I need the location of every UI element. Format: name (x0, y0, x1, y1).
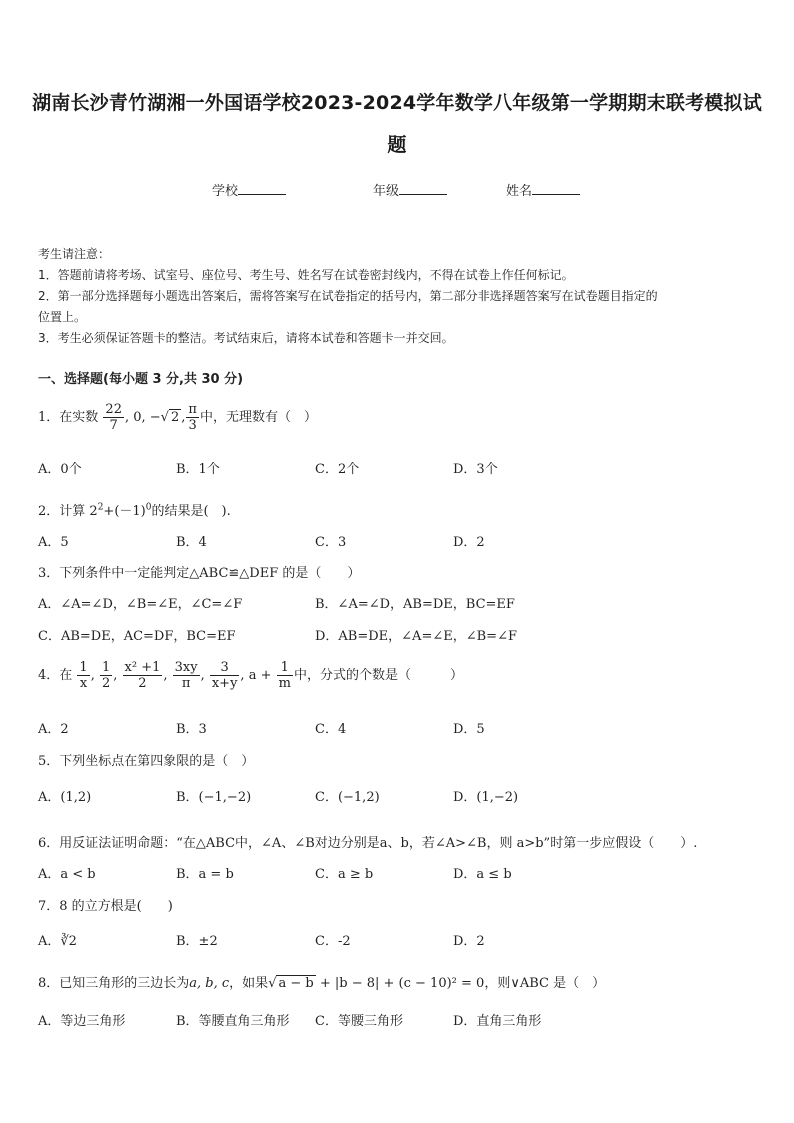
q7-option-d[interactable]: D．2 (453, 934, 485, 949)
notice-item-3: 3．考生必须保证答题卡的整洁。考试结束后，请将本试卷和答题卡一并交回。 (38, 331, 454, 345)
q3-option-a[interactable]: A．∠A=∠D，∠B=∠E，∠C=∠F (38, 597, 243, 612)
question-7: 7．8 的立方根是( ) (38, 899, 173, 914)
q6-option-c[interactable]: C．a ≥ b (315, 867, 374, 882)
name-blank (532, 182, 580, 195)
question-8: 8．已知三角形的三边长为a, b, c，如果√ a − b + |b − 8| + (c − 10)² = 0，则∨ABC 是（ ） (38, 976, 606, 991)
school-blank (238, 182, 286, 195)
q7-option-c[interactable]: C．-2 (315, 934, 351, 949)
q1-option-a[interactable]: A．0个 (38, 462, 82, 477)
q1-prefix: 1．在实数 (38, 410, 99, 425)
q4-fraction-3: $\frac{\text{x² +1}}{2}$ (124, 660, 161, 691)
q4-option-c[interactable]: C．4 (315, 722, 347, 737)
q1-option-b[interactable]: B．1个 (176, 462, 220, 477)
question-3: 3．下列条件中一定能判定△ABC≌△DEF 的是（ ） (38, 566, 361, 581)
section-heading-choice: 一、选择题(每小题 3 分,共 30 分) (38, 372, 244, 387)
q2-option-c[interactable]: C．3 (315, 535, 347, 550)
q5-option-b[interactable]: B．(−1,−2) (176, 790, 252, 805)
q7-option-b[interactable]: B．±2 (176, 934, 218, 949)
q4-fraction-1: $\frac{1}{x}$ (79, 660, 88, 691)
q6-option-d[interactable]: D．a ≤ b (453, 867, 512, 882)
q4-option-a[interactable]: A．2 (38, 722, 69, 737)
q8-sqrt-expression: a − b (278, 976, 314, 991)
q1-fraction-22-7: $\frac{22}{7}$ (105, 402, 122, 433)
notice-item-1: 1．答题前请将考场、试室号、座位号、考生号、姓名写在试卷密封线内，不得在试卷上作任何标记。 (38, 268, 574, 282)
q5-option-a[interactable]: A．(1,2) (38, 790, 92, 805)
q4-fraction-2: $\frac{1}{2}$ (101, 660, 111, 691)
exam-title-line1: 湖南长沙青竹湖湘一外国语学校2023-2024学年数学八年级第一学期期末联考模拟试 (32, 92, 762, 114)
q2-option-a[interactable]: A．5 (38, 535, 69, 550)
question-1: 1．在实数 $\frac{22}{7}$ , 0, −√ 2 , $\frac{\pi}{3}$ 中，无理数有（ ） (38, 402, 317, 433)
q3-option-b[interactable]: B．∠A=∠D，AB=DE，BC=EF (315, 597, 515, 612)
q1-suffix: 中，无理数有（ ） (199, 410, 317, 425)
q4-fraction-6: $\frac{1}{m}$ (278, 660, 291, 691)
q3-option-c[interactable]: C．AB=DE，AC=DF，BC=EF (38, 629, 236, 644)
grade-label: 年级 (373, 184, 400, 199)
question-6: 6．用反证法证明命题：“在△ABC中，∠A、∠B对边分别是a、b，若∠A>∠B，则 a>b”时第一步应假设（ ）. (38, 836, 698, 851)
q1-mid: , 0, − (124, 410, 161, 425)
q8-option-b[interactable]: B．等腰直角三角形 (176, 1014, 290, 1029)
q1-option-d[interactable]: D．3个 (453, 462, 498, 477)
notice-block (38, 244, 762, 349)
school-field (212, 180, 286, 199)
q1-sqrt-value: 2 (170, 410, 180, 425)
school-label: 学校 (212, 184, 239, 199)
q1-fraction-pi-3: $\frac{\pi}{3}$ (188, 402, 197, 433)
q2-option-d[interactable]: D．2 (453, 535, 485, 550)
notice-item-2b: 位置上。 (38, 310, 87, 324)
q3-option-d[interactable]: D．AB=DE，∠A=∠E，∠B=∠F (315, 629, 517, 644)
q5-option-d[interactable]: D．(1,−2) (453, 790, 519, 805)
grade-field (373, 180, 447, 199)
q1-option-c[interactable]: C．2个 (315, 462, 360, 477)
sqrt-icon: √ (160, 410, 169, 425)
q6-option-b[interactable]: B．a = b (176, 867, 234, 882)
q4-option-d[interactable]: D．5 (453, 722, 485, 737)
name-label: 姓名 (506, 184, 533, 199)
sqrt-icon: √ (268, 976, 277, 991)
q8-option-c[interactable]: C．等腰三角形 (315, 1014, 403, 1029)
q5-option-c[interactable]: C．(−1,2) (315, 790, 380, 805)
q4-fraction-5: $\frac{3}{x+y}$ (211, 660, 238, 691)
notice-heading: 考生请注意： (38, 247, 111, 261)
question-4: 4．在 $\frac{1}{x}$ , $\frac{1}{2}$ , $\frac{\text{x² +1}}{2}$ , $\frac{3xy}{\pi}$ , $\frac{3}{x+y}$ , a + $\frac{1}{m}$ 中，分式的个数是（ ） (38, 660, 463, 691)
q8-option-a[interactable]: A．等边三角形 (38, 1014, 126, 1029)
grade-blank (399, 182, 447, 195)
question-5: 5．下列坐标点在第四象限的是（ ） (38, 754, 255, 769)
q4-fraction-4: $\frac{3xy}{\pi}$ (174, 660, 198, 691)
q8-variables: a, b, c (189, 976, 230, 991)
q4-option-b[interactable]: B．3 (176, 722, 207, 737)
q8-equation: + |b − 8| + (c − 10)² = 0 (319, 976, 485, 991)
notice-item-2a: 2．第一部分选择题每小题选出答案后，需将答案写在试卷指定的括号内，第二部分非选择题答案写在试卷题目指定的 (38, 289, 658, 303)
q8-option-d[interactable]: D．直角三角形 (453, 1014, 542, 1029)
exam-title-line2: 题 (387, 134, 407, 156)
question-2: 2．计算 $2^2+(-1)^0$的结果是( ). (38, 502, 231, 519)
name-field (506, 180, 580, 199)
q7-option-a[interactable]: A．∛2 (38, 934, 77, 949)
q6-option-a[interactable]: A．a < b (38, 867, 96, 882)
q2-option-b[interactable]: B．4 (176, 535, 207, 550)
